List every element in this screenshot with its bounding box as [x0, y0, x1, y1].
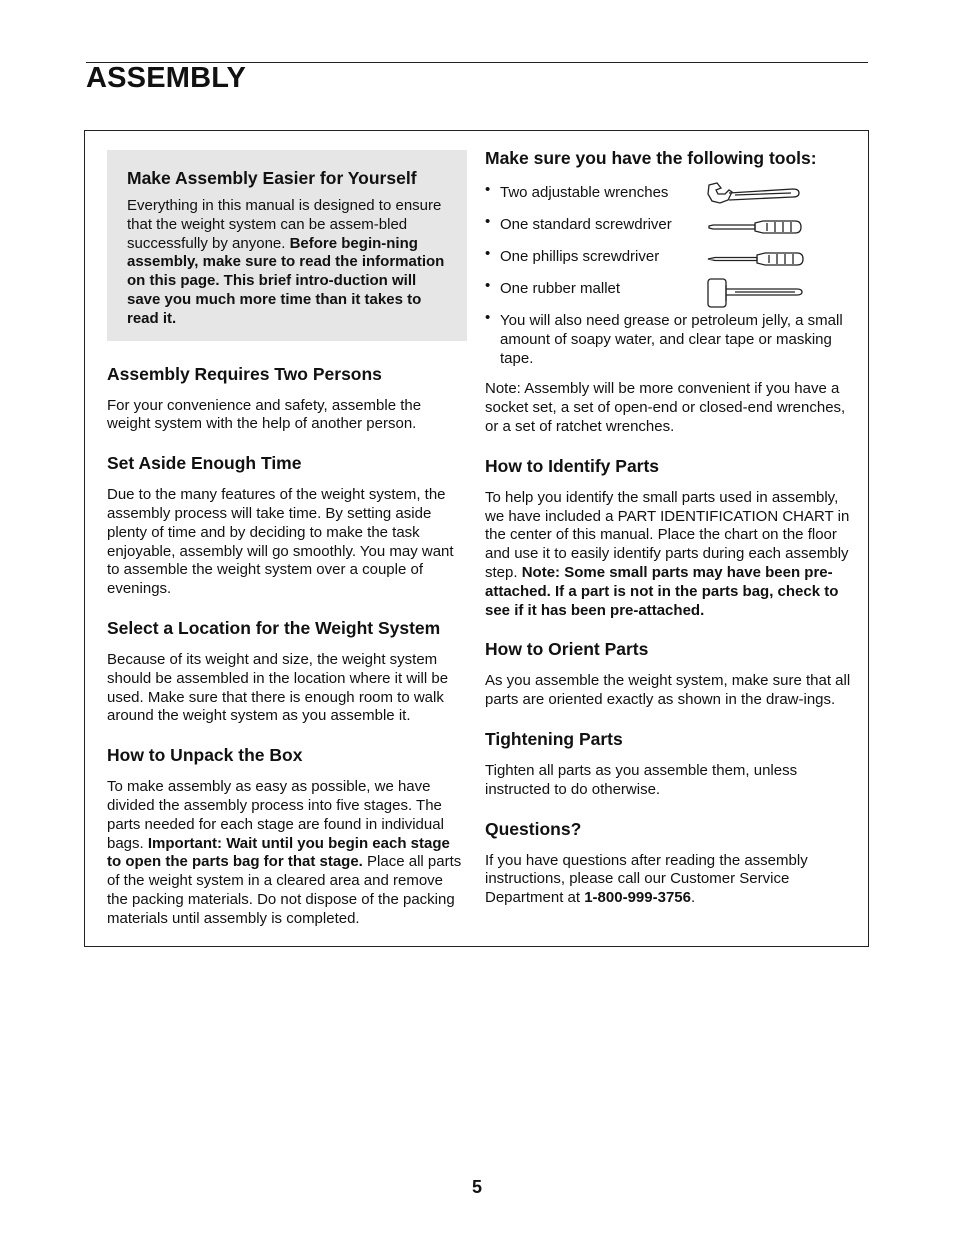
list-item: • One standard screwdriver [485, 213, 857, 245]
tighten-heading: Tightening Parts [485, 728, 623, 749]
callout-box [107, 150, 467, 341]
left-column [107, 150, 467, 947]
two-persons-heading: Assembly Requires Two Persons [107, 363, 382, 384]
list-item: • One rubber mallet [485, 277, 857, 309]
two-persons-text: For your convenience and safety, assemble the weight system with the help of another person. [107, 396, 422, 433]
adjustable-wrench-icon [705, 181, 805, 213]
page-title: ASSEMBLY [86, 62, 247, 94]
rubber-mallet-icon [705, 277, 805, 309]
identify-heading: How to Identify Parts [485, 455, 660, 476]
questions-heading: Questions? [485, 818, 582, 839]
tools-heading: Make sure you have the following tools: [485, 148, 817, 168]
right-column [485, 147, 857, 926]
unpack-text: To make assembly as easy as possible, we have divided the assembly process into five stages. The parts needed for each stage are found in individual bags. Important: Wait until you begin each stage to open the parts bag for that stage. Place all parts of the weight system in a cleared area and remove the packing materials. Do not dispose of the packing materials until assembly is completed. [107, 778, 462, 927]
list-item: • One phillips screwdriver [485, 245, 857, 277]
enough-time-heading: Set Aside Enough Time [107, 453, 302, 474]
page-number: 5 [471, 1177, 482, 1197]
tighten-text: Tighten all parts as you assemble them, unless instructed to do otherwise. [485, 761, 798, 798]
location-heading: Select a Location for the Weight System [107, 617, 441, 638]
list-item: • You will also need grease or petroleum jelly, a small amount of soapy water, and clear tape or masking tape. [485, 309, 843, 367]
phone-number: 1-800-999-3756 [584, 889, 691, 907]
tools-list [485, 181, 857, 368]
standard-screwdriver-icon [705, 213, 805, 245]
list-item: • Two adjustable wrenches [485, 181, 857, 213]
callout-text: Everything in this manual is designed to ensure that the weight system can be assem-bled successfully by anyone. Before begin-ning assembly, make sure to read the information on this page. This brief intro-duction will save you much more time than it takes to read it. [127, 197, 445, 327]
orient-text: As you assemble the weight system, make sure that all parts are oriented exactly as shown in the draw-ings. [485, 672, 851, 709]
enough-time-text: Due to the many features of the weight system, the assembly process will take time. By setting aside plenty of time and by deciding to make the task enjoyable, assembly will go smoothly. You may want to assemble the weight system over a couple of evenings. [107, 486, 454, 598]
tools-note: Note: Assembly will be more convenient if you have a socket set, a set of open-end or closed-end wrenches, or a set of ratchet wrenches. [485, 380, 846, 435]
unpack-heading: How to Unpack the Box [107, 745, 303, 766]
location-text: Because of its weight and size, the weight system should be assembled in the location where it will be used. Make sure that there is enough room to walk around the weight system as you assemble it. [107, 650, 449, 725]
orient-heading: How to Orient Parts [485, 639, 649, 660]
questions-text: If you have questions after reading the assembly instructions, please call our Customer Service Department at 1-800-999-3756. [485, 851, 808, 907]
phillips-screwdriver-icon [705, 245, 805, 277]
callout-heading: Make Assembly Easier for Yourself [127, 168, 417, 188]
identify-text: To help you identify the small parts used in assembly, we have included a PART IDENTIFICATION CHART in the center of this manual. Place the chart on the floor and use it to easily identify parts during each assembly step. Note: Some small parts may have been pre-attached. If a part is not in the parts bag, check to see if it has been pre-attached. [485, 488, 850, 619]
